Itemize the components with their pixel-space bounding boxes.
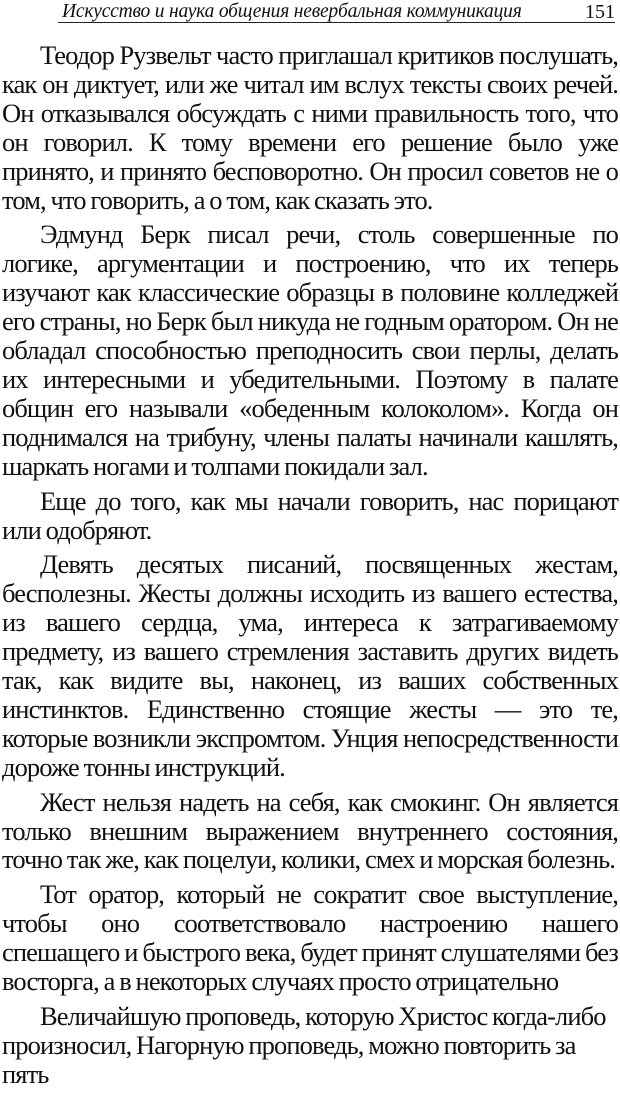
paragraph-tuxedo: Жест нельзя надеть на себя, как смокинг. Он является только внешним выражением внутреннего состояния, точно так же, как поцелуи, колики, смех и морская болезнь. [2,786,618,875]
paragraph-sermon: Величайшую проповедь, которую Христос когда-либо произносил, Нагорную проповедь, можно повторить за пять [2,1001,606,1089]
paragraph-roosevelt: Теодор Рузвельт часто приглашал критиков послушать, как он диктует, или же читал им вслух тексты своих речей. Он отказывался обсуждать с ними правильность того, что он говорил. К тому времени его решение было уже принято, и принято бесповоротно. Он просил советов не о том, что говорить, а о том, как сказать это. [2,40,618,215]
page-number: 151 [585,1,615,23]
paragraph-orator: Тот оратор, который не сократит свое выступление, чтобы оно соответствовало настроению нашего спешащего и быстрого века, будет принят слушателями без восторга, а в некоторых случаях просто отрицательно [2,879,618,997]
paragraph-judged: Еще до того, как мы начали говорить, нас порицают или одобряют. [2,485,618,545]
running-header [58,0,615,23]
paragraph-gestures: Девять десятых писаний, посвященных жестам, бесполезны. Жесты должны исходить из вашего естества, из вашего сердца, ума, интереса к затрагиваемому предмету, из вашего стремления заставить других видеть так, как видите вы, наконец, из ваших собственных инстинктов. Единственно стоящие жесты — это те, которые возникли экспромтом. Унция непосредственности дороже тонны инструкций. [2,549,618,782]
body-text [2,41,618,1095]
header-title: Искусство и наука общения невербальная коммуникация [62,1,522,22]
paragraph-burke: Эдмунд Берк писал речи, столь совершенные по логике, аргументации и построению, что их теперь изучают как классические образцы в половине колледжей его страны, но Берк был никуда не годным оратором. Он не обладал способностью преподносить свои перлы, делать их интересными и убедительными. Поэтому в палате общин его называли «обеденным колоколом». Когда он поднимался на трибуну, члены палаты начинали кашлять, шаркать ногами и толпами покидали зал. [2,219,618,481]
